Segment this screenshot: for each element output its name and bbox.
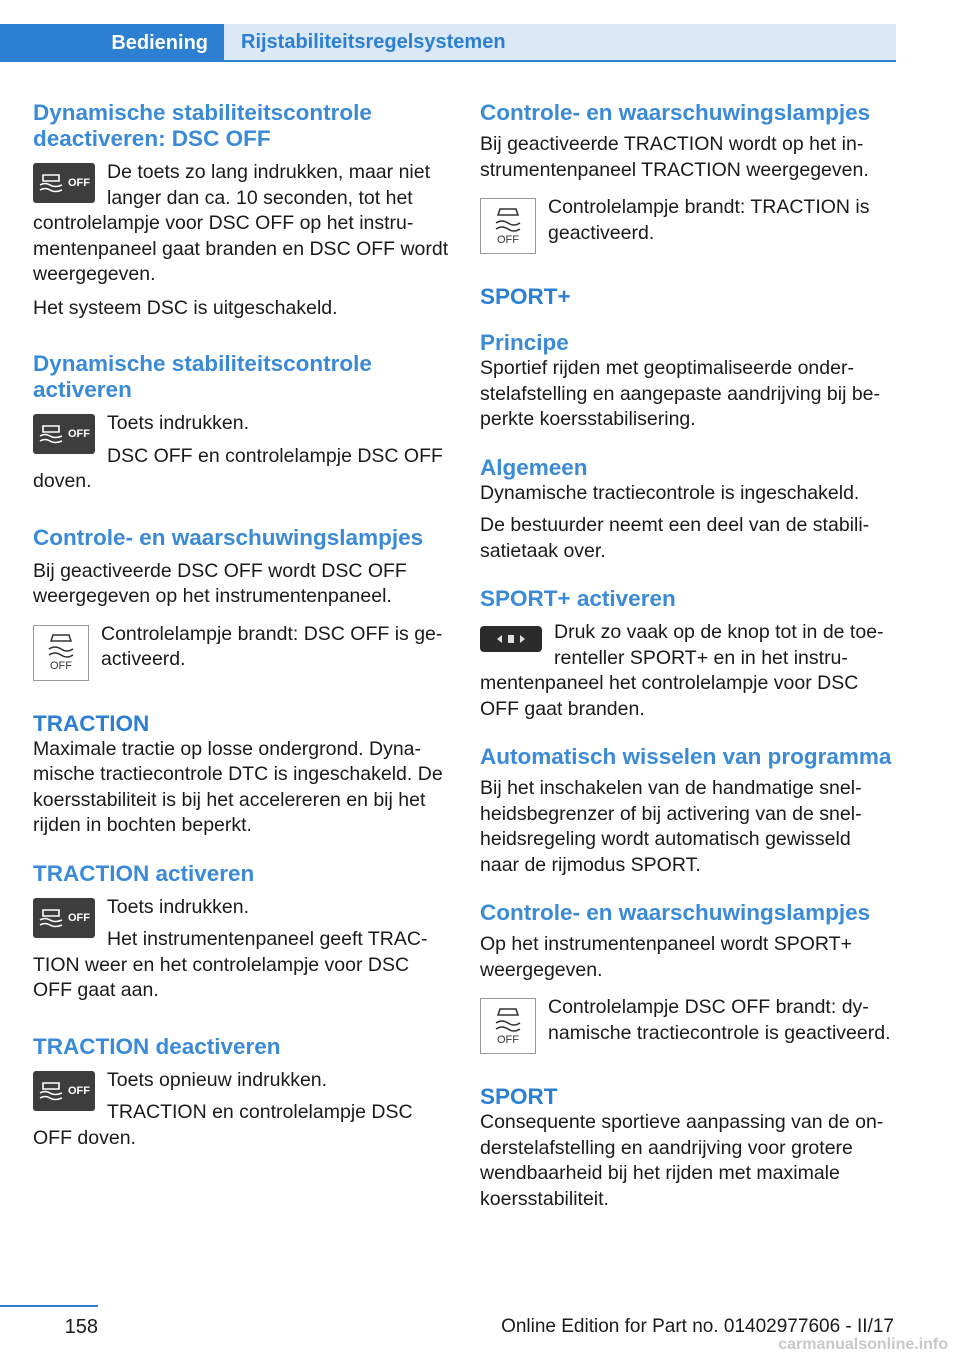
body-text: Op het instrumentenpaneel wordt SPORT+ weergegeven.: [480, 933, 852, 981]
icon-label: OFF: [68, 428, 90, 440]
left-column: [33, 100, 451, 1151]
body-text: Toets indrukken.: [107, 895, 249, 918]
body-text: Bij het inschakelen van de handmatige snelheidsbegrenzer of bij activering van de snelheidsregeling wordt automatisch gewisseld naar de rijmodus SPORT.: [480, 777, 862, 876]
section-heading: SPORT+: [480, 284, 571, 309]
dsc-off-warning-lamp-icon: [480, 998, 536, 1054]
icon-paragraph: [480, 195, 894, 254]
right-column: [480, 100, 894, 1212]
icon-label: OFF: [50, 660, 72, 672]
body-text: De bestuurder neemt een deel van de stabilisatietaak over.: [480, 514, 870, 562]
dsc-off-warning-lamp-icon: [33, 625, 89, 681]
icon-label: OFF: [68, 911, 90, 924]
section-heading: Controle- en waarschuwingslampjes: [480, 900, 871, 925]
icon-paragraph: [33, 895, 451, 1004]
footer-divider: [0, 1305, 98, 1307]
header-bar: [0, 24, 896, 62]
section-heading: TRACTION: [33, 710, 150, 736]
body-text: De toets zo lang indrukken, maar niet langer dan ca. 10 seconden, tot het controlelampje voor DSC OFF op het instrumentenpaneel gaat branden en DSC OFF wordt weergegeven.: [33, 161, 449, 285]
body-text: DSC OFF en controlelampje DSC OFF doven.: [33, 444, 443, 492]
section-heading: SPORT+ activeren: [480, 586, 676, 611]
section-heading: TRACTION activeren: [33, 860, 255, 886]
page-number: 158: [64, 1316, 98, 1338]
tab-rijstabiliteitsregelsystemen[interactable]: Rijstabiliteitsregelsystemen: [224, 24, 896, 60]
dsc-off-button-icon: [33, 1071, 95, 1111]
dsc-off-button-icon: [33, 414, 95, 454]
body-text: Het instrumentenpaneel geeft TRACTION weer en het controlelampje voor DSC OFF gaat aan.: [33, 928, 428, 1001]
icon-paragraph: [480, 620, 894, 722]
body-text: Controlelampje brandt: TRACTION is geactiveerd.: [548, 196, 870, 244]
body-text: Toets opnieuw indrukken.: [107, 1068, 328, 1091]
body-text: Het systeem DSC is uitgeschakeld.: [33, 296, 338, 319]
body-text: Toets indrukken.: [107, 412, 249, 434]
body-text: Sportief rijden met geoptimaliseerde onderstelafstelling en aangepaste aandrijving bij beperkte koersstabilisering.: [480, 357, 881, 430]
icon-paragraph: [480, 995, 894, 1054]
icon-paragraph: [33, 1068, 451, 1152]
icon-paragraph: [33, 411, 451, 495]
body-text: Controlelampje DSC OFF brandt: dynamische tractiecontrole is geactiveerd.: [548, 996, 891, 1044]
section-heading: Algemeen: [480, 454, 588, 480]
section-heading: Automatisch wisselen van programma: [480, 744, 892, 769]
icon-label: OFF: [497, 1033, 519, 1046]
section-heading: SPORT: [480, 1084, 558, 1109]
body-text: Bij geactiveerde DSC OFF wordt DSC OFF weergegeven op het instrumentenpaneel.: [33, 559, 407, 607]
dsc-off-button-icon: [33, 163, 95, 203]
section-heading: Principe: [480, 330, 569, 355]
dsc-off-button-icon: [33, 898, 95, 938]
driving-mode-switch-icon: [480, 626, 542, 652]
icon-label: OFF: [68, 1084, 90, 1097]
traction-warning-lamp-icon: [480, 198, 536, 254]
edition-text: Online Edition for Part no. 01402977606 - II/17: [501, 1316, 894, 1337]
section-heading: Controle- en waarschuwingslampjes: [33, 524, 424, 550]
icon-paragraph: [33, 160, 451, 288]
body-text: Druk zo vaak op de knop tot in de toerenteller SPORT+ en in het instrumentenpaneel het controlelampje voor DSC OFF gaat branden.: [480, 621, 884, 720]
body-text: Bij geactiveerde TRACTION wordt op het instrumentenpaneel TRACTION weergegeven.: [480, 133, 869, 181]
icon-label: OFF: [497, 233, 519, 246]
body-text: Dynamische tractiecontrole is ingeschakeld.: [480, 481, 860, 504]
body-text: TRACTION en controlelampje DSC OFF doven.: [33, 1101, 413, 1149]
tab-bediening[interactable]: Bediening: [0, 24, 224, 62]
section-heading: Controle- en waarschuwingslampjes: [480, 100, 871, 125]
body-text: Maximale tractie op losse ondergrond. Dynamische tractiecontrole DTC is ingeschakeld. De koersstabiliteit is bij het accelereren en bij het rijden in bochten beperkt.: [33, 737, 443, 836]
body-text: Consequente sportieve aanpassing van de onderstelafstelling en aandrijving voor grotere wendbaarheid bij het rijden met maximale koersstabiliteit.: [480, 1111, 884, 1210]
watermark: carmanualsonline.info: [778, 1336, 948, 1353]
section-heading: Dynamische stabiliteitscontrole activeren: [33, 351, 372, 402]
icon-paragraph: [33, 622, 451, 681]
icon-label: OFF: [68, 177, 90, 189]
body-text: Controlelampje brandt: DSC OFF is geactiveerd.: [101, 622, 443, 670]
section-heading: TRACTION deactiveren: [33, 1033, 281, 1059]
section-heading: Dynamische stabiliteitscontrole deactiveren: DSC OFF: [33, 100, 372, 151]
header-divider: [224, 60, 896, 62]
